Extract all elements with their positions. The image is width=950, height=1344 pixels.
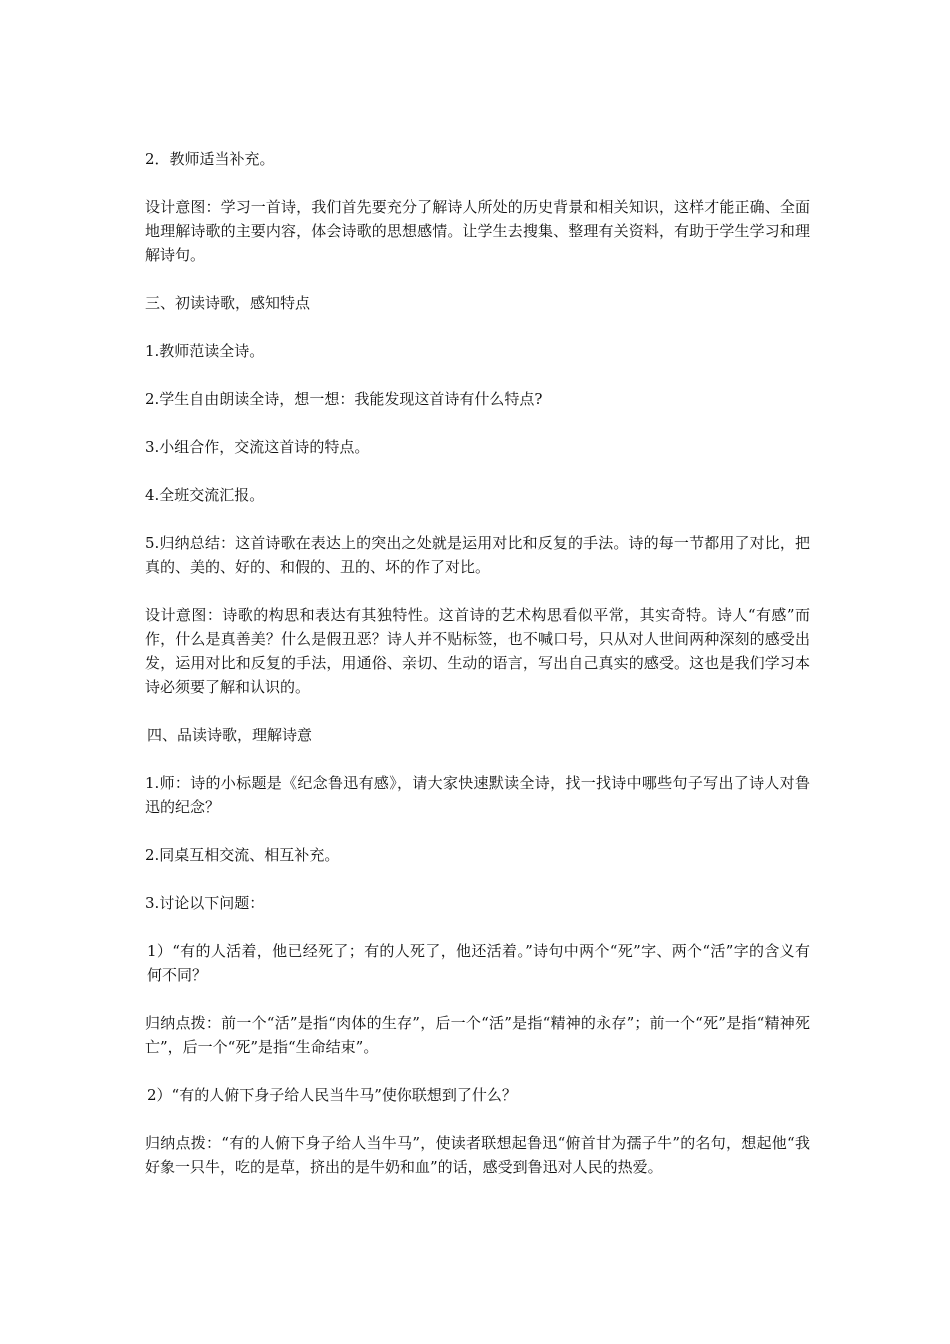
list-item-4: 4.全班交流汇报。 xyxy=(145,486,265,504)
paragraph-teacher-supplement: 2．教师适当补充。 xyxy=(145,150,275,168)
list-item-3: 3.小组合作，交流这首诗的特点。 xyxy=(145,438,370,456)
guidance-1: 归纳点拨：前一个“活”是指“肉体的生存”，后一个“活”是指“精神的永存”；前一个“死”是指“精神死亡”，后一个“死”是指“生命结束”。 xyxy=(145,1014,810,1056)
list-item-4-2: 2.同桌互相交流、相互补充。 xyxy=(145,846,340,864)
paragraph-design-intent-2: 设计意图：诗歌的构思和表达有其独特性。这首诗的艺术构思看似平常，其实奇特。诗人“有感”而作，什么是真善美？什么是假丑恶？诗人并不贴标签，也不喊口号，只从对人世间两种深刻的感受出发，运用对比和反复的手法，用通俗、亲切、生动的语言，写出自己真实的感受。这也是我们学习本诗必须要了解和认识的。 xyxy=(145,606,810,696)
guidance-2: 归纳点拨：“有的人俯下身子给人当牛马”，使读者联想起鲁迅“俯首甘为孺子牛”的名句，想起他“我好象一只牛，吃的是草，挤出的是牛奶和血”的话，感受到鲁迅对人民的热爱。 xyxy=(145,1134,810,1176)
list-item-2: 2.学生自由朗读全诗，想一想：我能发现这首诗有什么特点? xyxy=(145,390,543,408)
document-body xyxy=(145,147,810,1203)
question-2: 2）“有的人俯下身子给人民当牛马”使你联想到了什么？ xyxy=(147,1086,517,1104)
list-item-4-3: 3.讨论以下问题： xyxy=(145,894,265,912)
list-item-5: 5.归纳总结：这首诗歌在表达上的突出之处就是运用对比和反复的手法。诗的每一节都用了对比，把真的、美的、好的、和假的、丑的、坏的作了对比。 xyxy=(145,534,810,576)
section-heading-4: 四、品读诗歌，理解诗意 xyxy=(147,726,313,744)
question-1: 1）“有的人活着，他已经死了；有的人死了，他还活着。”诗句中两个“死”字、两个“活”字的含义有何不同？ xyxy=(147,942,810,984)
paragraph-design-intent-1: 设计意图：学习一首诗，我们首先要充分了解诗人所处的历史背景和相关知识，这样才能正确、全面地理解诗歌的主要内容，体会诗歌的思想感情。让学生去搜集、整理有关资料，有助于学生学习和理解诗句。 xyxy=(145,198,810,264)
section-heading-3: 三、初读诗歌，感知特点 xyxy=(145,294,311,312)
list-item-1: 1.教师范读全诗。 xyxy=(145,342,265,360)
list-item-4-1: 1.师：诗的小标题是《纪念鲁迅有感》，请大家快速默读全诗，找一找诗中哪些句子写出了诗人对鲁迅的纪念？ xyxy=(145,774,810,816)
